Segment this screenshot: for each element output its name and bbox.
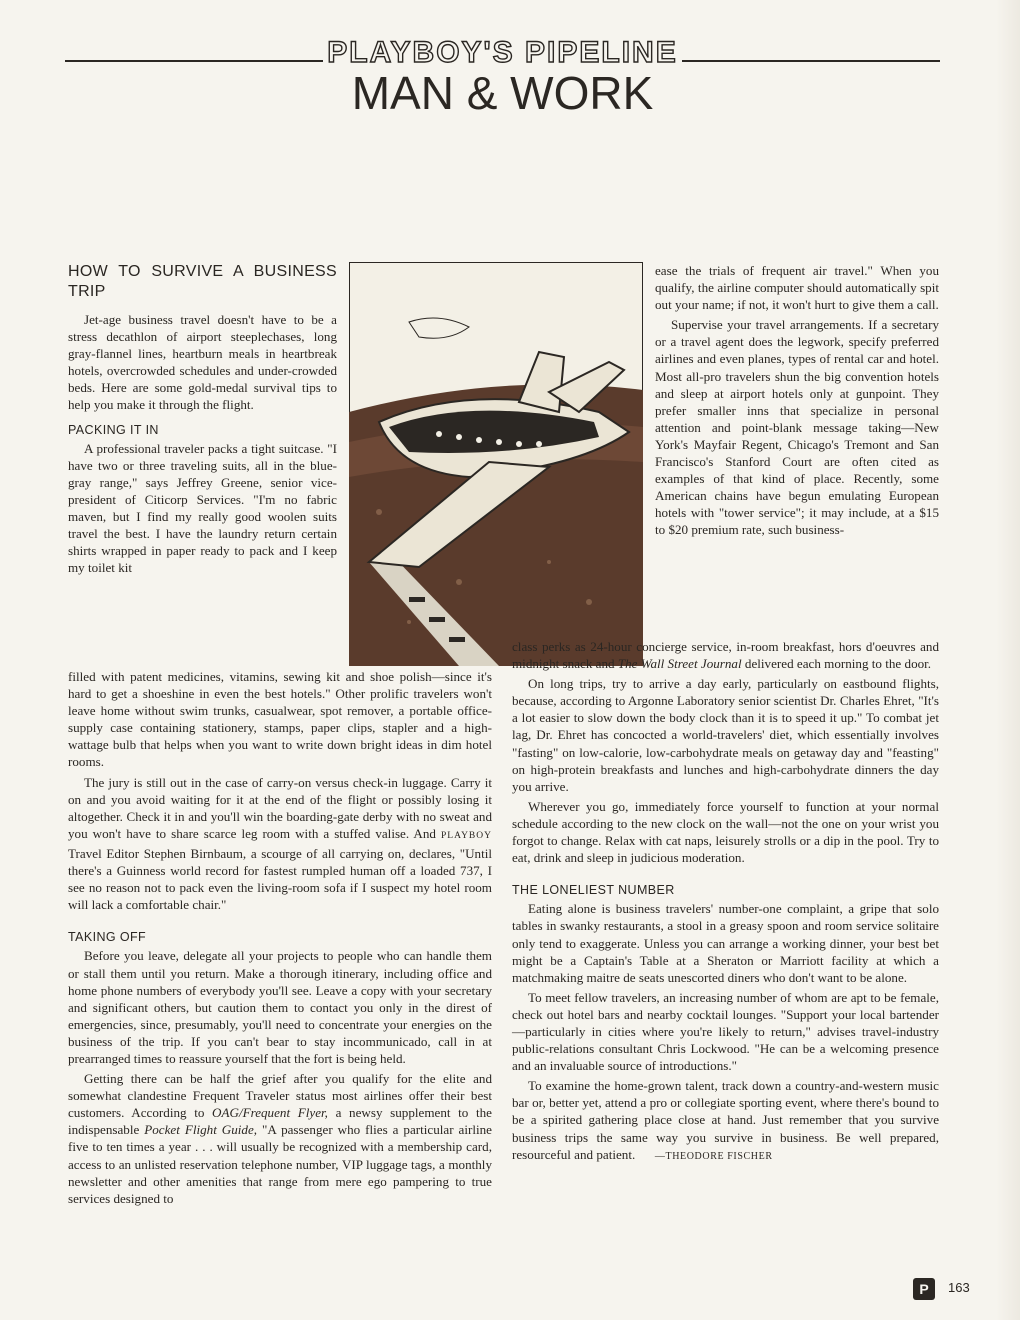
taking-off-paragraph-4: On long trips, try to arrive a day early, particularly on eastbound flights, because, according to Argonne Laboratory senior scientist Dr. Charles Ehret, "It's a lot easier to slow down the body clock than it is to speed it up." To combat jet lag, Dr. Ehret has concocted a world-travelers' diet, which essentially involves "fasting" on low-calorie, low-carbohydrate meals on getaway day and "feasting" on high-protein breakfasts and lunches and high-carbohydrate dinners the day you arrive. (512, 676, 939, 794)
packing-paragraph-1a: A professional traveler packs a tight suitcase. "I have two or three traveling suits, all in the blue-gray range," says Jeffrey Greene, senior vice-president of Citicorp Services. "I'm no fabric maven, but I find my really good woolen suits travel the best. I have the laundry return certain shirts wrapped in paper ready to pack and I keep my toilet kit (68, 440, 337, 576)
taking-off-paragraph-3-cont (512, 638, 939, 672)
taking-off-paragraph-2 (68, 1070, 492, 1207)
taking-off-paragraph-5: Wherever you go, immediately force yourself to function at your normal schedule according to the new clock on the wall—not the one on your wrist you forgot to change. Relax with cat naps, leisurely strolls or a dip in the pool. Try to eat, drink and sleep in judicious moderation. (512, 798, 939, 866)
playboy-mention: PLAYBOY (441, 830, 492, 841)
loneliest-paragraph-3 (512, 1077, 939, 1164)
packing-p2-part-b: Travel Editor Stephen Birnbaum, a scourge of all carrying on, declares, "Until there's a Guinness world record for fastest rumpled human off a loaded 737, I see no reason not to pack even the living-room sofa if I suspect my hotel room will lack a comfortable chair." (68, 845, 492, 913)
pocket-flight-guide-title: Pocket Flight Guide, (144, 1122, 258, 1138)
taking-off-p2-c: "A passenger who flies a particular airline five to ten times a year . . . will usually be recognized with a membership card, access to an unlisted reservation telephone number, VIP luggage tags, a monthly newsletter and other amenities that range from mere ego pampering to true services designed to (68, 1122, 492, 1206)
packing-paragraph-2 (68, 774, 492, 914)
loneliest-paragraph-2: To meet fellow travelers, an increasing number of whom are apt to be female, check out hotel bars and nearby cocktail lounges. "Support your local bartender—particularly in cities where you're likely to return," advises travel-industry public-relations consultant Chris Lockwood. "He can be a welcoming presence and an invaluable source of introductions." (512, 989, 939, 1074)
column-left-bottom (68, 668, 492, 1207)
wall-street-journal-title: The Wall Street Journal (617, 656, 742, 672)
subheading-loneliest: THE LONELIEST NUMBER (512, 883, 675, 898)
taking-off-paragraph-3: Supervise your travel arrangements. If a secretary or a travel agent does the legwork, specify preferred airlines and even planes, types of rental car and hotel. Most all-pro travelers shun the big convention hotels and sleep at airport hotels only at gunpoint. They prefer smaller inns that specialize in personal attention and point-blank message taking—New York's Mayfair Regent, Chicago's Tremont and San Francisco's Stanford Court are often cited as examples of that kind of place. Recently, some American chains have begun emulating European hotels with "tower service"; it may include, at a $15 to $20 premium rate, such business- (655, 317, 939, 538)
taking-off-paragraph-2-cont: ease the trials of frequent air travel." When you qualify, the airline computer should automatically spit out your name; if not, it won't hurt to give them a call. (655, 263, 939, 313)
taking-off-paragraph-1: Before you leave, delegate all your projects to people who can handle them or stall them until you return. Make a thorough itinerary, including office and home phone numbers of everybody you'll see. Leave a copy with your secretary and significant others, but caution them to contact you only in the direst of emergencies, since, presumably, you'll need to concentrate your energies on the business of the trip. If you can't bear to stay incommunicado, call in at prearranged times to reassure yourself that the fort is being held. (68, 948, 492, 1066)
intro-paragraph: Jet-age business travel doesn't have to be a stress decathlon of airport steeplechases, long gray-flannel lines, heartburn meals in heartbreak hotels, overcrowded schedules and under-crowded beds. Here are some gold-medal survival tips to help you make it through the flight. (68, 312, 337, 413)
article-heading: HOW TO SURVIVE A BUSINESS TRIP (68, 263, 337, 300)
taking-off-p3-b: class perks as 24-hour concierge service, in-room breakfast, hors d'oeuvres and midnight snack and (512, 639, 939, 672)
loneliest-paragraph-1: Eating alone is business travelers' number-one complaint, a gripe that solo tables in swanky restaurants, a stool in a greasy spoon and room service solitaire only tend to exaggerate. Unless you can arrange a working dinner, your best bet might be a Captain's Table at a Sheraton or Marriott facility at which a matchmaking maitre de seats unescorted diners who don't want to be alone. (512, 901, 939, 985)
rabbit-head-logo-icon: P (913, 1278, 935, 1300)
section-kicker: PLAYBOY'S PIPELINE (327, 36, 678, 69)
column-right-bottom (512, 638, 939, 1165)
taking-off-p3-c: delivered each morning to the door. (744, 656, 932, 672)
taking-off-p2-a: Getting there can be half the grief after you qualify for the elite and somewhat clandestine Frequent Traveler status most airlines offer their best customers. According to (68, 1071, 492, 1121)
byline: —THEODORE FISCHER (654, 1150, 773, 1162)
kicker-rule-left (65, 60, 323, 62)
jet-airplane-illustration (349, 262, 643, 666)
kicker-row (65, 30, 940, 70)
masthead (65, 30, 940, 120)
column-right-top (655, 262, 939, 539)
subheading-taking-off: TAKING OFF (68, 930, 147, 945)
section-title: MAN & WORK (351, 67, 654, 119)
subheading-packing: PACKING IT IN (68, 422, 159, 437)
kicker-rule-right (682, 60, 940, 62)
taking-off-p2-b: a newsy supplement to the indispensable (68, 1105, 492, 1138)
packing-paragraph-1b: filled with patent medicines, vitamins, sewing kit and shoe polish—since it's hard to get a shoeshine in even the best hotels." Other prolific travelers won't leave home without swim trunks, casualwear, spot remover, a portable office-supply case containing stationery, stamps, paper clips, stapler and a high-wattage bulb that helps when you want to write down bright ideas in dim hotel rooms. (68, 669, 492, 770)
packing-p2-part-a: The jury is still out in the case of carry-on versus check-in luggage. Carry it on and you avoid waiting for it at the end of the flight or possibly losing it altogether. Check it in and you'll win the boarding-gate derby with no sweat and you won't have to share scarce leg room with a stuffed valise. And (68, 774, 492, 841)
page-number: 163 (948, 1280, 970, 1295)
loneliest-p3-text: To examine the home-grown talent, track down a country-and-western music bar or, better yet, attend a pro or collegiate sporting event, where there's bound to be a spirited gathering place close at hand. Just remember that you survive business trips the same way you survive in business. Be well prepared, resourceful and patient. (512, 1078, 939, 1162)
oag-title: OAG/Frequent Flyer, (212, 1105, 328, 1121)
page-edge (996, 0, 1020, 1320)
column-left-top (68, 262, 337, 576)
